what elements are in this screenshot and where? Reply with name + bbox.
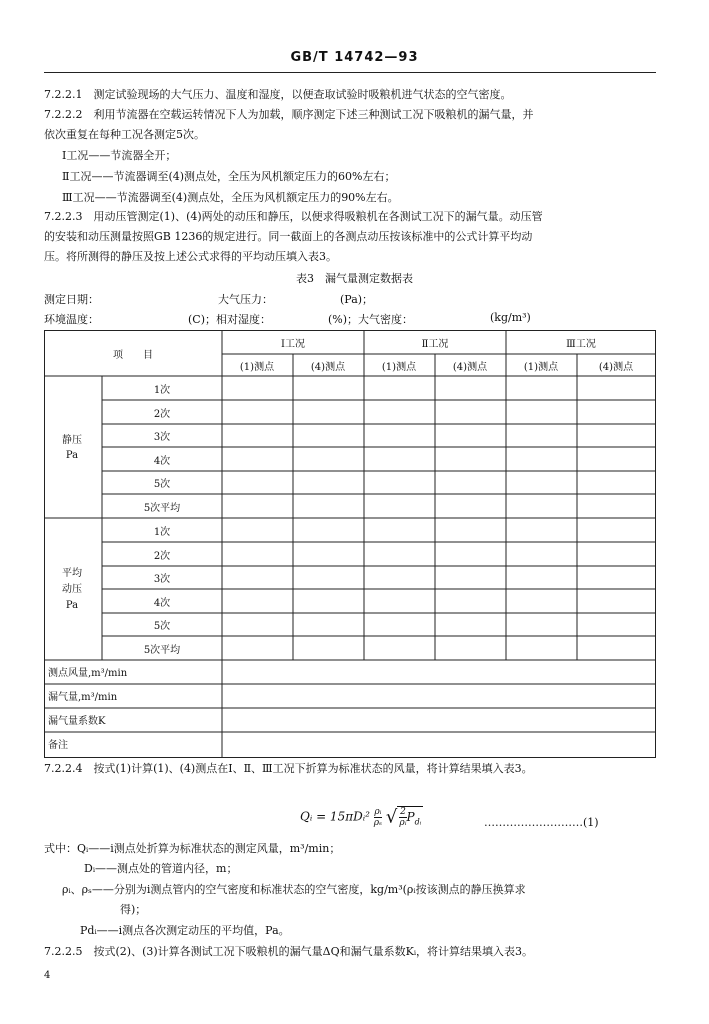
static-pressure-label: 静压 <box>62 435 82 446</box>
meta-humidity-unit: (%)；大气密度： <box>328 313 414 326</box>
dynamic-trial-2: 2次 <box>153 551 171 562</box>
def-diameter: Dᵢ——测点处的管道内径，m； <box>84 862 238 875</box>
point-header-1: (1)测点 <box>239 362 275 373</box>
row-measured-airflow: 测点风量,m³/min <box>48 668 128 679</box>
dynamic-pressure-label-1: 平均 <box>62 568 82 579</box>
static-trial-2: 2次 <box>153 409 171 420</box>
def-density-cont: 得)； <box>120 903 147 916</box>
para-7-2-2-3-line3: 压。将所测得的静压及按上述公式求得的平均动压填入表3。 <box>44 250 337 263</box>
sqrt-symbol: √ <box>385 806 398 828</box>
dynamic-trial-4: 4次 <box>153 598 171 609</box>
formula-lhs: Qᵢ = 15πDᵢ² <box>300 809 370 824</box>
static-trial-4: 4次 <box>153 456 171 467</box>
para-7-2-2-5: 7.2.2.5 按式(2)、(3)计算各测试工况下吸粮机的漏气量ΔQ和漏气量系数Kᵢ，将计算结果填入表3。 <box>44 945 534 958</box>
meta-density-unit: (kg/m³) <box>490 311 531 324</box>
header-rule <box>44 72 656 73</box>
formula-tail: P <box>406 810 415 824</box>
static-pressure-unit: Pa <box>65 450 79 461</box>
condition-3: Ⅲ工况——节流器调至(4)测点处，全压为风机额定压力的90%左右。 <box>62 191 399 204</box>
def-density: ρᵢ、ρₛ——分别为i测点管内的空气密度和标准状态的空气密度，kg/m³(ρᵢ按该测点的静压换算求 <box>62 883 526 896</box>
sqrt-denominator: ρᵢ <box>399 818 407 828</box>
para-7-2-2-3-line2: 的安装和动压测量按照GB 1236的规定进行。同一截面上的各测点动压按该标准中的公式计算平均动 <box>44 230 533 243</box>
static-trial-average: 5次平均 <box>143 503 181 514</box>
meta-date-label: 测定日期： <box>44 293 99 306</box>
formula-1 <box>300 806 423 828</box>
sqrt-body <box>397 806 423 828</box>
def-dynamic-pressure: Pdᵢ——i测点各次测定动压的平均值，Pa。 <box>80 924 290 937</box>
condition-header-1: Ⅰ工况 <box>281 339 305 350</box>
table-grid <box>44 330 656 758</box>
point-header-6: (4)测点 <box>598 362 634 373</box>
sqrt-numerator: 2 <box>400 807 406 817</box>
static-trial-5: 5次 <box>153 479 171 490</box>
item-header: 项 目 <box>113 350 153 361</box>
dynamic-trial-5: 5次 <box>153 621 171 632</box>
density-ratio <box>374 807 382 828</box>
standard-header: GB/T 14742—93 <box>290 50 419 65</box>
para-7-2-2-2-line2: 依次重复在每种工况各测定5次。 <box>44 128 205 141</box>
point-header-5: (1)测点 <box>523 362 559 373</box>
point-header-4: (4)测点 <box>452 362 488 373</box>
def-intro: 式中：Qᵢ——i测点处折算为标准状态的测定风量，m³/min； <box>44 842 341 855</box>
point-header-3: (1)测点 <box>381 362 417 373</box>
dynamic-trial-1: 1次 <box>153 527 171 538</box>
meta-temp-label: 环境温度： <box>44 313 99 326</box>
ratio-numerator: ρᵢ <box>374 806 382 817</box>
row-remarks: 备注 <box>48 740 68 751</box>
table-caption: 表3 漏气量测定数据表 <box>296 272 413 285</box>
condition-2: Ⅱ工况——节流器调至(4)测点处，全压为风机额定压力的60%左右； <box>62 170 396 183</box>
row-leakage-coefficient: 漏气量系数K <box>48 716 106 727</box>
condition-header-3: Ⅲ工况 <box>566 339 596 350</box>
page-number: 4 <box>44 970 51 981</box>
dynamic-trial-3: 3次 <box>153 574 171 585</box>
point-header-2: (4)测点 <box>310 362 346 373</box>
meta-temp-unit: (C)；相对湿度： <box>188 313 271 326</box>
dynamic-pressure-unit: Pa <box>65 600 79 611</box>
meta-pressure-unit: (Pa)； <box>340 293 374 306</box>
para-7-2-2-3-line1: 7.2.2.3 用动压管测定(1)、(4)两处的动压和静压，以便求得吸粮机在各测试工况下的漏气量。动压管 <box>44 210 543 223</box>
leakage-data-table <box>44 330 656 758</box>
condition-1: Ⅰ工况——节流器全开； <box>62 149 177 162</box>
meta-pressure-label: 大气压力： <box>218 293 273 306</box>
para-7-2-2-1: 7.2.2.1 测定试验现场的大气压力、温度和湿度，以便查取试验时吸粮机进气状态的空气密度。 <box>44 88 512 101</box>
dynamic-trial-average: 5次平均 <box>143 645 181 656</box>
dynamic-pressure-label-2: 动压 <box>62 584 82 595</box>
row-leakage: 漏气量,m³/min <box>48 692 118 703</box>
static-trial-1: 1次 <box>153 385 171 396</box>
formula-number: ………………………(1) <box>484 816 599 829</box>
condition-header-2: Ⅱ工况 <box>421 339 449 350</box>
sqrt-fraction <box>399 807 406 828</box>
para-7-2-2-2-line1: 7.2.2.2 利用节流器在空载运转情况下人为加载，顺序测定下述三种测试工况下吸粮机的漏气量，并 <box>44 108 534 121</box>
para-7-2-2-4: 7.2.2.4 按式(1)计算(1)、(4)测点在Ⅰ、Ⅱ、Ⅲ工况下折算为标准状态的风量，将计算结果填入表3。 <box>44 762 533 775</box>
ratio-denominator: ρₛ <box>373 817 383 828</box>
static-trial-3: 3次 <box>153 432 171 443</box>
formula-tail-sub: dᵢ <box>414 817 422 827</box>
